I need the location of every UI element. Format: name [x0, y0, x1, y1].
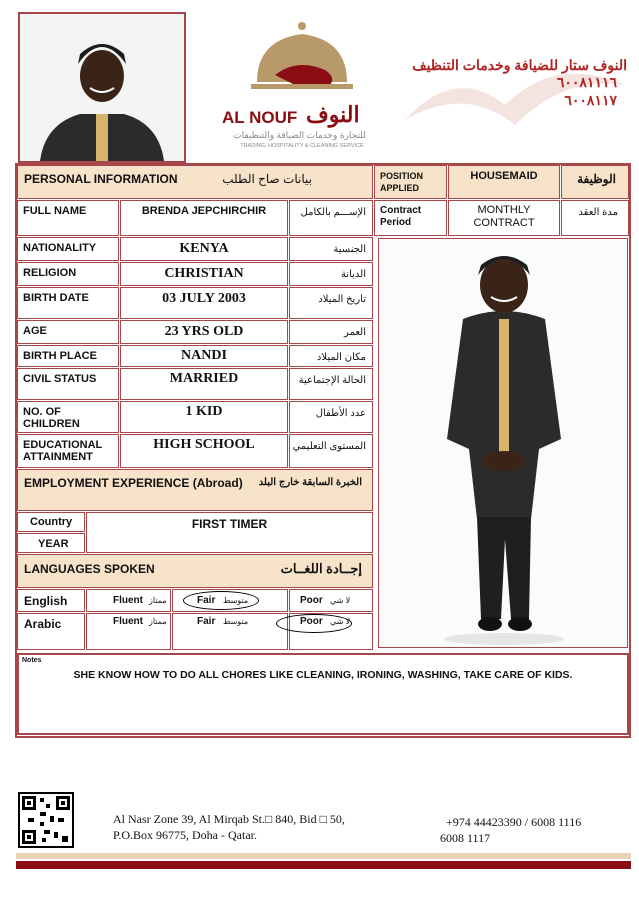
- lang-english-poor-cell: [289, 589, 373, 612]
- personal-info-label-ar: بيانات صاح الطلب: [222, 172, 312, 186]
- personal-info-label: PERSONAL INFORMATION: [24, 172, 178, 186]
- full-name-value: BRENDA JEPCHIRCHIR: [141, 205, 267, 217]
- lang-english-fluent: Fluent: [113, 595, 143, 606]
- lang-english-fair-ar: متوسط: [223, 596, 249, 605]
- footer-address-1: Al Nasr Zone 39, Al Mirqab St.□ 840, Bid □ 50,: [113, 812, 345, 826]
- lang-arabic-fluent-ar: ممتاز: [149, 617, 167, 626]
- position-label-cell: [374, 165, 447, 199]
- row-education-value: HIGH SCHOOL: [120, 434, 288, 468]
- cloche-logo-icon: [227, 20, 377, 110]
- position-label-ar-cell: [561, 165, 629, 199]
- person-portrait-icon: [20, 14, 184, 161]
- applicant-photo-small: [18, 12, 186, 163]
- row-education-label: EDUCATIONAL ATTAINMENT: [17, 434, 119, 468]
- position-label-ar: الوظيفة: [577, 172, 616, 186]
- employment-country-label-cell: [17, 512, 85, 532]
- lang-arabic-fair-ar: متوسط: [223, 617, 249, 626]
- lang-english-name: English: [24, 594, 68, 608]
- contract-label-ar-cell: [561, 200, 629, 236]
- languages-title-ar: إجــادة اللغــات: [280, 561, 362, 576]
- contract-value: MONTHLY CONTRACT: [473, 204, 535, 229]
- row-birthplace-label-ar: مكان الميلاد: [289, 345, 373, 367]
- full-name-label-ar: الإســـم بالكامل: [300, 207, 366, 218]
- row-children-label-ar: عدد الأطفال: [289, 401, 373, 433]
- personal-info-header: [17, 165, 373, 199]
- footer-bar-dark: [16, 861, 631, 869]
- row-age-label-ar: العمر: [289, 320, 373, 344]
- lang-arabic-poor-ar: لا شي: [330, 617, 351, 626]
- row-children-value: 1 KID: [120, 401, 288, 433]
- company-logo: [222, 20, 382, 155]
- row-birthplace-value: NANDI: [120, 345, 288, 367]
- lang-arabic-poor: Poor: [300, 616, 323, 627]
- qr-code: [18, 792, 74, 848]
- row-civil-status-label: CIVIL STATUS: [17, 368, 119, 400]
- row-education-label-ar: المستوى التعليمي: [289, 434, 373, 468]
- footer-phone-2: 6008 1117: [440, 831, 491, 845]
- lang-arabic-fluent-cell: [86, 613, 171, 650]
- row-age-value: 23 YRS OLD: [120, 320, 288, 344]
- employment-year-label: YEAR: [38, 538, 69, 550]
- lang-english-fluent-ar: ممتاز: [149, 596, 167, 605]
- logo-text-en: AL NOUF: [222, 108, 298, 127]
- qr-code-icon: [20, 794, 72, 846]
- row-birthdate-label-ar: تاريخ الميلاد: [289, 287, 373, 319]
- lang-arabic-name: Arabic: [24, 617, 62, 631]
- row-children-label: NO. OF CHILDREN: [17, 401, 119, 433]
- row-civil-status-label-ar: الحالة الإجتماعية: [289, 368, 373, 400]
- contract-label-ar: مدة العقد: [578, 207, 618, 218]
- notes-box: [17, 653, 629, 735]
- full-name-label-cell: [17, 200, 119, 236]
- employment-header: [17, 469, 373, 511]
- row-birthdate-label: BIRTH DATE: [17, 287, 119, 319]
- phone-ar-2: ٦٠٠٨١١٧: [564, 92, 617, 108]
- logo-sub-en: TRADING, HOSPITALITY & CLEANING SERVICE: [240, 143, 364, 149]
- lang-arabic-poor-cell: [289, 613, 373, 650]
- lang-english-fair: Fair: [197, 595, 216, 606]
- lang-arabic-fair: Fair: [197, 616, 216, 627]
- lang-english-selected-oval: [183, 591, 259, 610]
- employment-title-ar: الخبرة السابقة خارج البلد: [258, 477, 362, 488]
- phone-ar-1: ٦٠٠٨١١١٦: [556, 74, 617, 90]
- logo-text-ar: النوف: [306, 102, 360, 127]
- notes-label: Notes: [22, 657, 42, 664]
- lang-english-poor: Poor: [300, 595, 323, 606]
- lang-arabic-selected-oval: [276, 614, 352, 633]
- footer-bar-light: [16, 853, 631, 859]
- notes-text: SHE KNOW HOW TO DO ALL CHORES LIKE CLEANING, IRONING, WASHING, TAKE CARE OF KIDS.: [73, 669, 573, 681]
- row-nationality-label: NATIONALITY: [17, 237, 119, 261]
- person-fullbody-icon: [379, 239, 627, 647]
- lang-arabic-fluent: Fluent: [113, 616, 143, 627]
- row-religion-label-ar: الديانة: [289, 262, 373, 286]
- employment-value-cell: [86, 512, 373, 553]
- employment-value: FIRST TIMER: [191, 517, 268, 531]
- full-name-label: FULL NAME: [23, 205, 87, 217]
- row-nationality-value: KENYA: [120, 237, 288, 261]
- lang-english-fair-cell: [172, 589, 288, 612]
- logo-sub-ar: للتجارة وخدمات الضيافة والتنظيفات: [233, 130, 366, 140]
- employment-year-label-cell: [17, 533, 85, 553]
- position-value-cell: [448, 165, 560, 199]
- languages-title: LANGUAGES SPOKEN: [24, 562, 155, 576]
- footer-phone-1: +974 44423390 / 6008 1116: [446, 815, 582, 829]
- lang-english-poor-ar: لا شي: [330, 596, 351, 605]
- employment-country-label: Country: [30, 516, 73, 528]
- lang-english-fluent-cell: [86, 589, 171, 612]
- full-name-label-ar-cell: [289, 200, 373, 236]
- company-name-ar: النوف ستار للضيافة وخدمات التنظيف: [412, 57, 627, 73]
- applicant-photo-large: [378, 238, 628, 648]
- position-label: POSITION APPLIED: [380, 171, 424, 193]
- row-age-label: AGE: [17, 320, 119, 344]
- languages-header: [17, 554, 373, 588]
- contract-label: Contract Period: [380, 205, 422, 228]
- lang-row-english-name-cell: [17, 589, 85, 612]
- contract-label-cell: [374, 200, 447, 236]
- row-religion-label: RELIGION: [17, 262, 119, 286]
- contract-value-cell: [448, 200, 560, 236]
- row-birthdate-value: 03 JULY 2003: [120, 287, 288, 319]
- full-name-value-cell: [120, 200, 288, 236]
- lang-row-arabic-name-cell: [17, 613, 85, 650]
- lang-arabic-fair-cell: [172, 613, 288, 650]
- footer-address-2: P.O.Box 96775, Doha - Qatar.: [113, 828, 257, 842]
- row-nationality-label-ar: الجنسية: [289, 237, 373, 261]
- row-civil-status-value: MARRIED: [120, 368, 288, 400]
- row-birthplace-label: BIRTH PLACE: [17, 345, 119, 367]
- employment-title: EMPLOYMENT EXPERIENCE (Abroad): [24, 476, 243, 490]
- row-religion-value: CHRISTIAN: [120, 262, 288, 286]
- position-value: HOUSEMAID: [470, 170, 538, 182]
